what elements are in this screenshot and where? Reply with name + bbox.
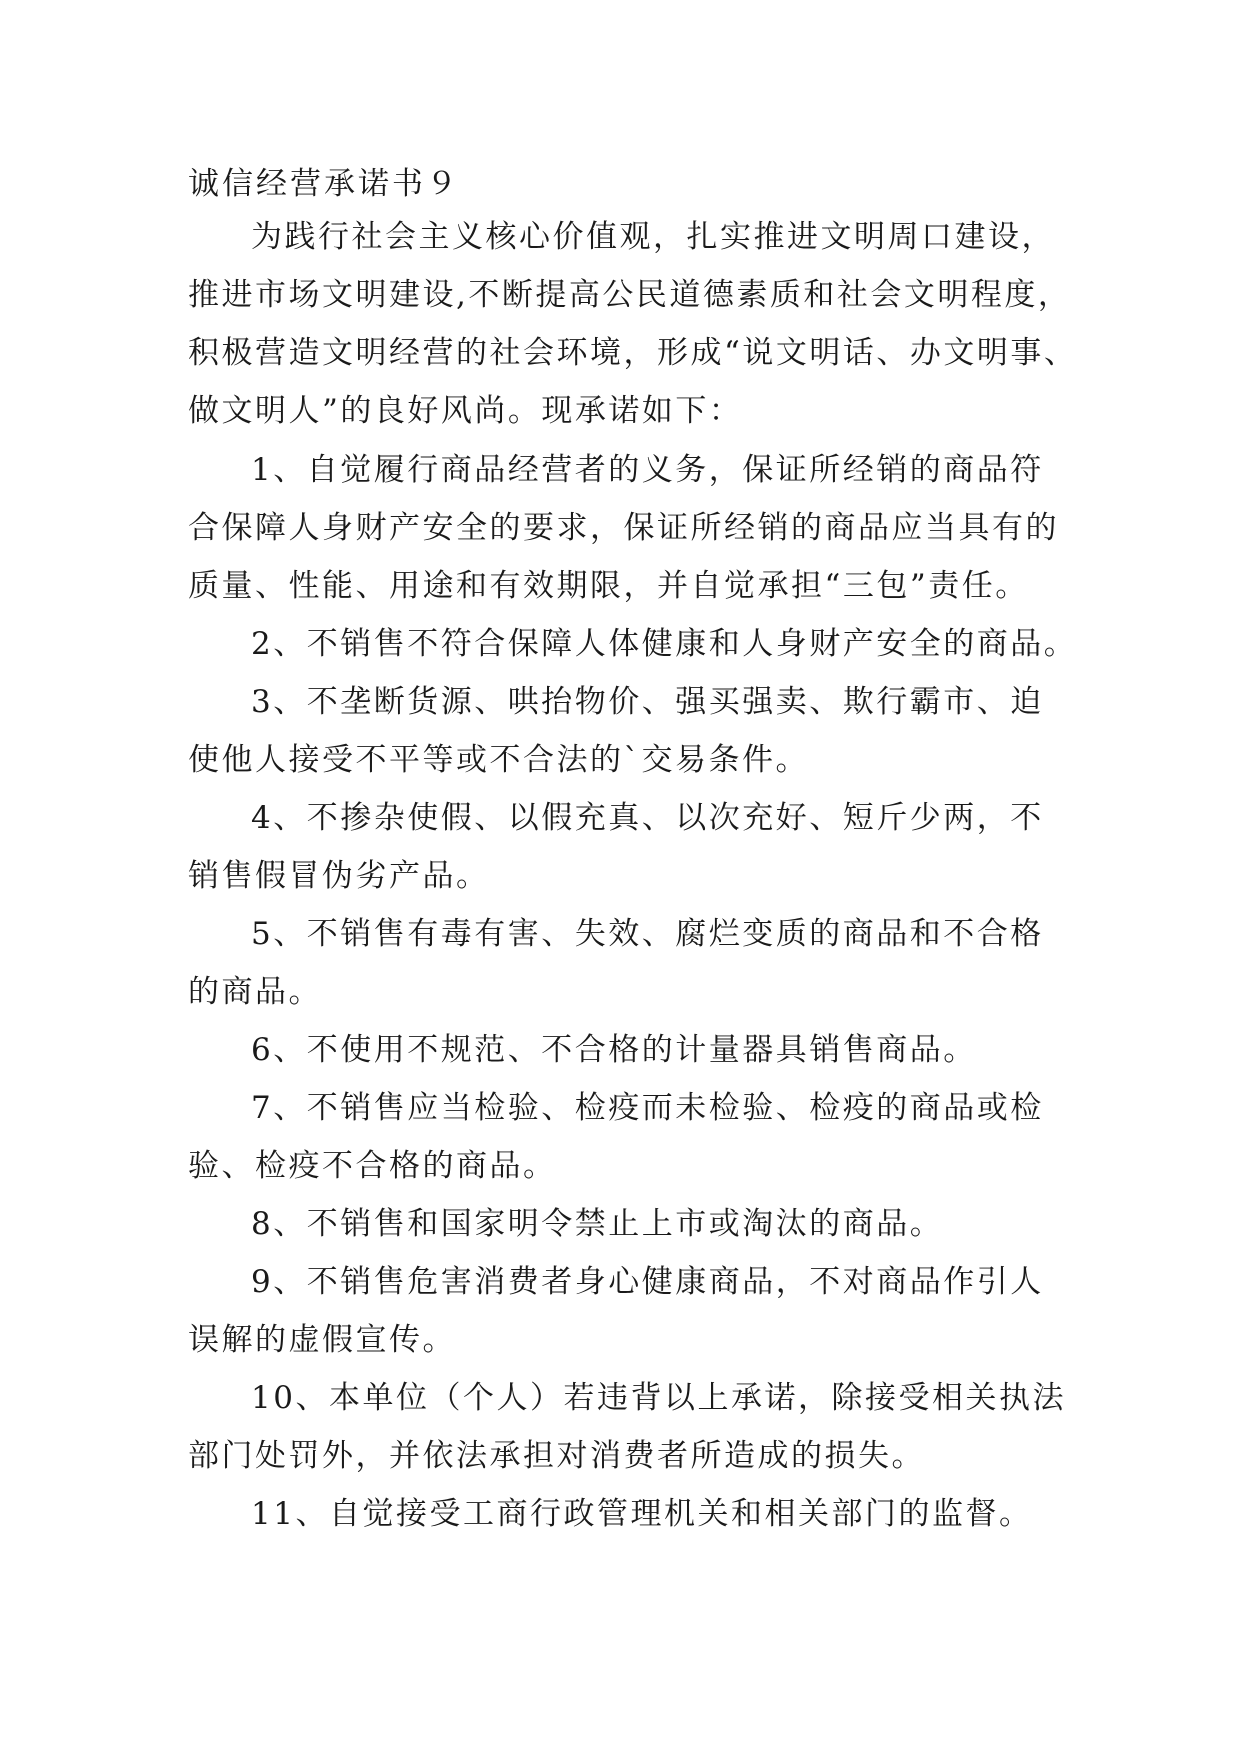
paragraph-intro: [188, 208, 1077, 440]
commitment-item-9: [188, 1253, 1044, 1369]
paragraph-line: 推进市场文明建设,不断提高公民道德素质和社会文明程度，: [188, 277, 1072, 313]
paragraph-line: 4、不掺杂使假、以假充真、以次充好、短斤少两，不: [251, 800, 1044, 836]
commitment-item-10: [188, 1369, 1066, 1485]
paragraph-line: 积极营造文明经营的社会环境，形成“说文明话、办文明事、: [188, 335, 1078, 371]
commitment-item-7: [188, 1079, 1044, 1195]
commitment-item-11: [188, 1485, 1032, 1543]
paragraph-line: 的商品。: [188, 974, 322, 1010]
document-title: 诚信经营承诺书９: [188, 166, 460, 202]
commitment-item-8: [188, 1195, 943, 1253]
paragraph-line: 使他人接受不平等或不合法的`交易条件。: [188, 742, 809, 778]
paragraph-line: 1、自觉履行商品经营者的义务，保证所经销的商品符: [251, 452, 1044, 488]
paragraph-line: 8、不销售和国家明令禁止上市或淘汰的商品。: [251, 1206, 944, 1242]
commitment-item-6: [188, 1021, 977, 1079]
paragraph-line: 10、本单位（个人）若违背以上承诺，除接受相关执法: [251, 1380, 1066, 1416]
commitment-item-1: [188, 441, 1059, 615]
paragraph-line: 为践行社会主义核心价值观，扎实推进文明周口建设，: [251, 219, 1055, 255]
paragraph-line: 销售假冒伪劣产品。: [188, 858, 490, 894]
commitment-item-2: [188, 615, 1077, 673]
paragraph-line: 合保障人身财产安全的要求，保证所经销的商品应当具有的: [188, 510, 1059, 546]
paragraph-line: 3、不垄断货源、哄抬物价、强买强卖、欺行霸市、迫: [251, 684, 1044, 720]
commitment-item-3: [188, 673, 1044, 789]
paragraph-line: 部门处罚外，并依法承担对消费者所造成的损失。: [188, 1438, 925, 1474]
paragraph-line: 做文明人”的良好风尚。现承诺如下：: [188, 393, 743, 429]
commitment-item-5: [188, 905, 1044, 1021]
paragraph-line: 5、不销售有毒有害、失效、腐烂变质的商品和不合格: [251, 916, 1044, 952]
paragraph-line: 6、不使用不规范、不合格的计量器具销售商品。: [251, 1032, 977, 1068]
paragraph-line: 误解的虚假宣传。: [188, 1322, 456, 1358]
paragraph-line: 质量、性能、用途和有效期限，并自觉承担“三包”责任。: [188, 568, 1029, 604]
paragraph-line: 7、不销售应当检验、检疫而未检验、检疫的商品或检: [251, 1090, 1044, 1126]
commitment-item-4: [188, 789, 1044, 905]
paragraph-line: 验、检疫不合格的商品。: [188, 1148, 557, 1184]
paragraph-line: 9、不销售危害消费者身心健康商品，不对商品作引人: [251, 1264, 1044, 1300]
paragraph-line: 11、自觉接受工商行政管理机关和相关部门的监督。: [251, 1496, 1033, 1532]
paragraph-line: 2、不销售不符合保障人体健康和人身财产安全的商品。: [251, 626, 1078, 662]
